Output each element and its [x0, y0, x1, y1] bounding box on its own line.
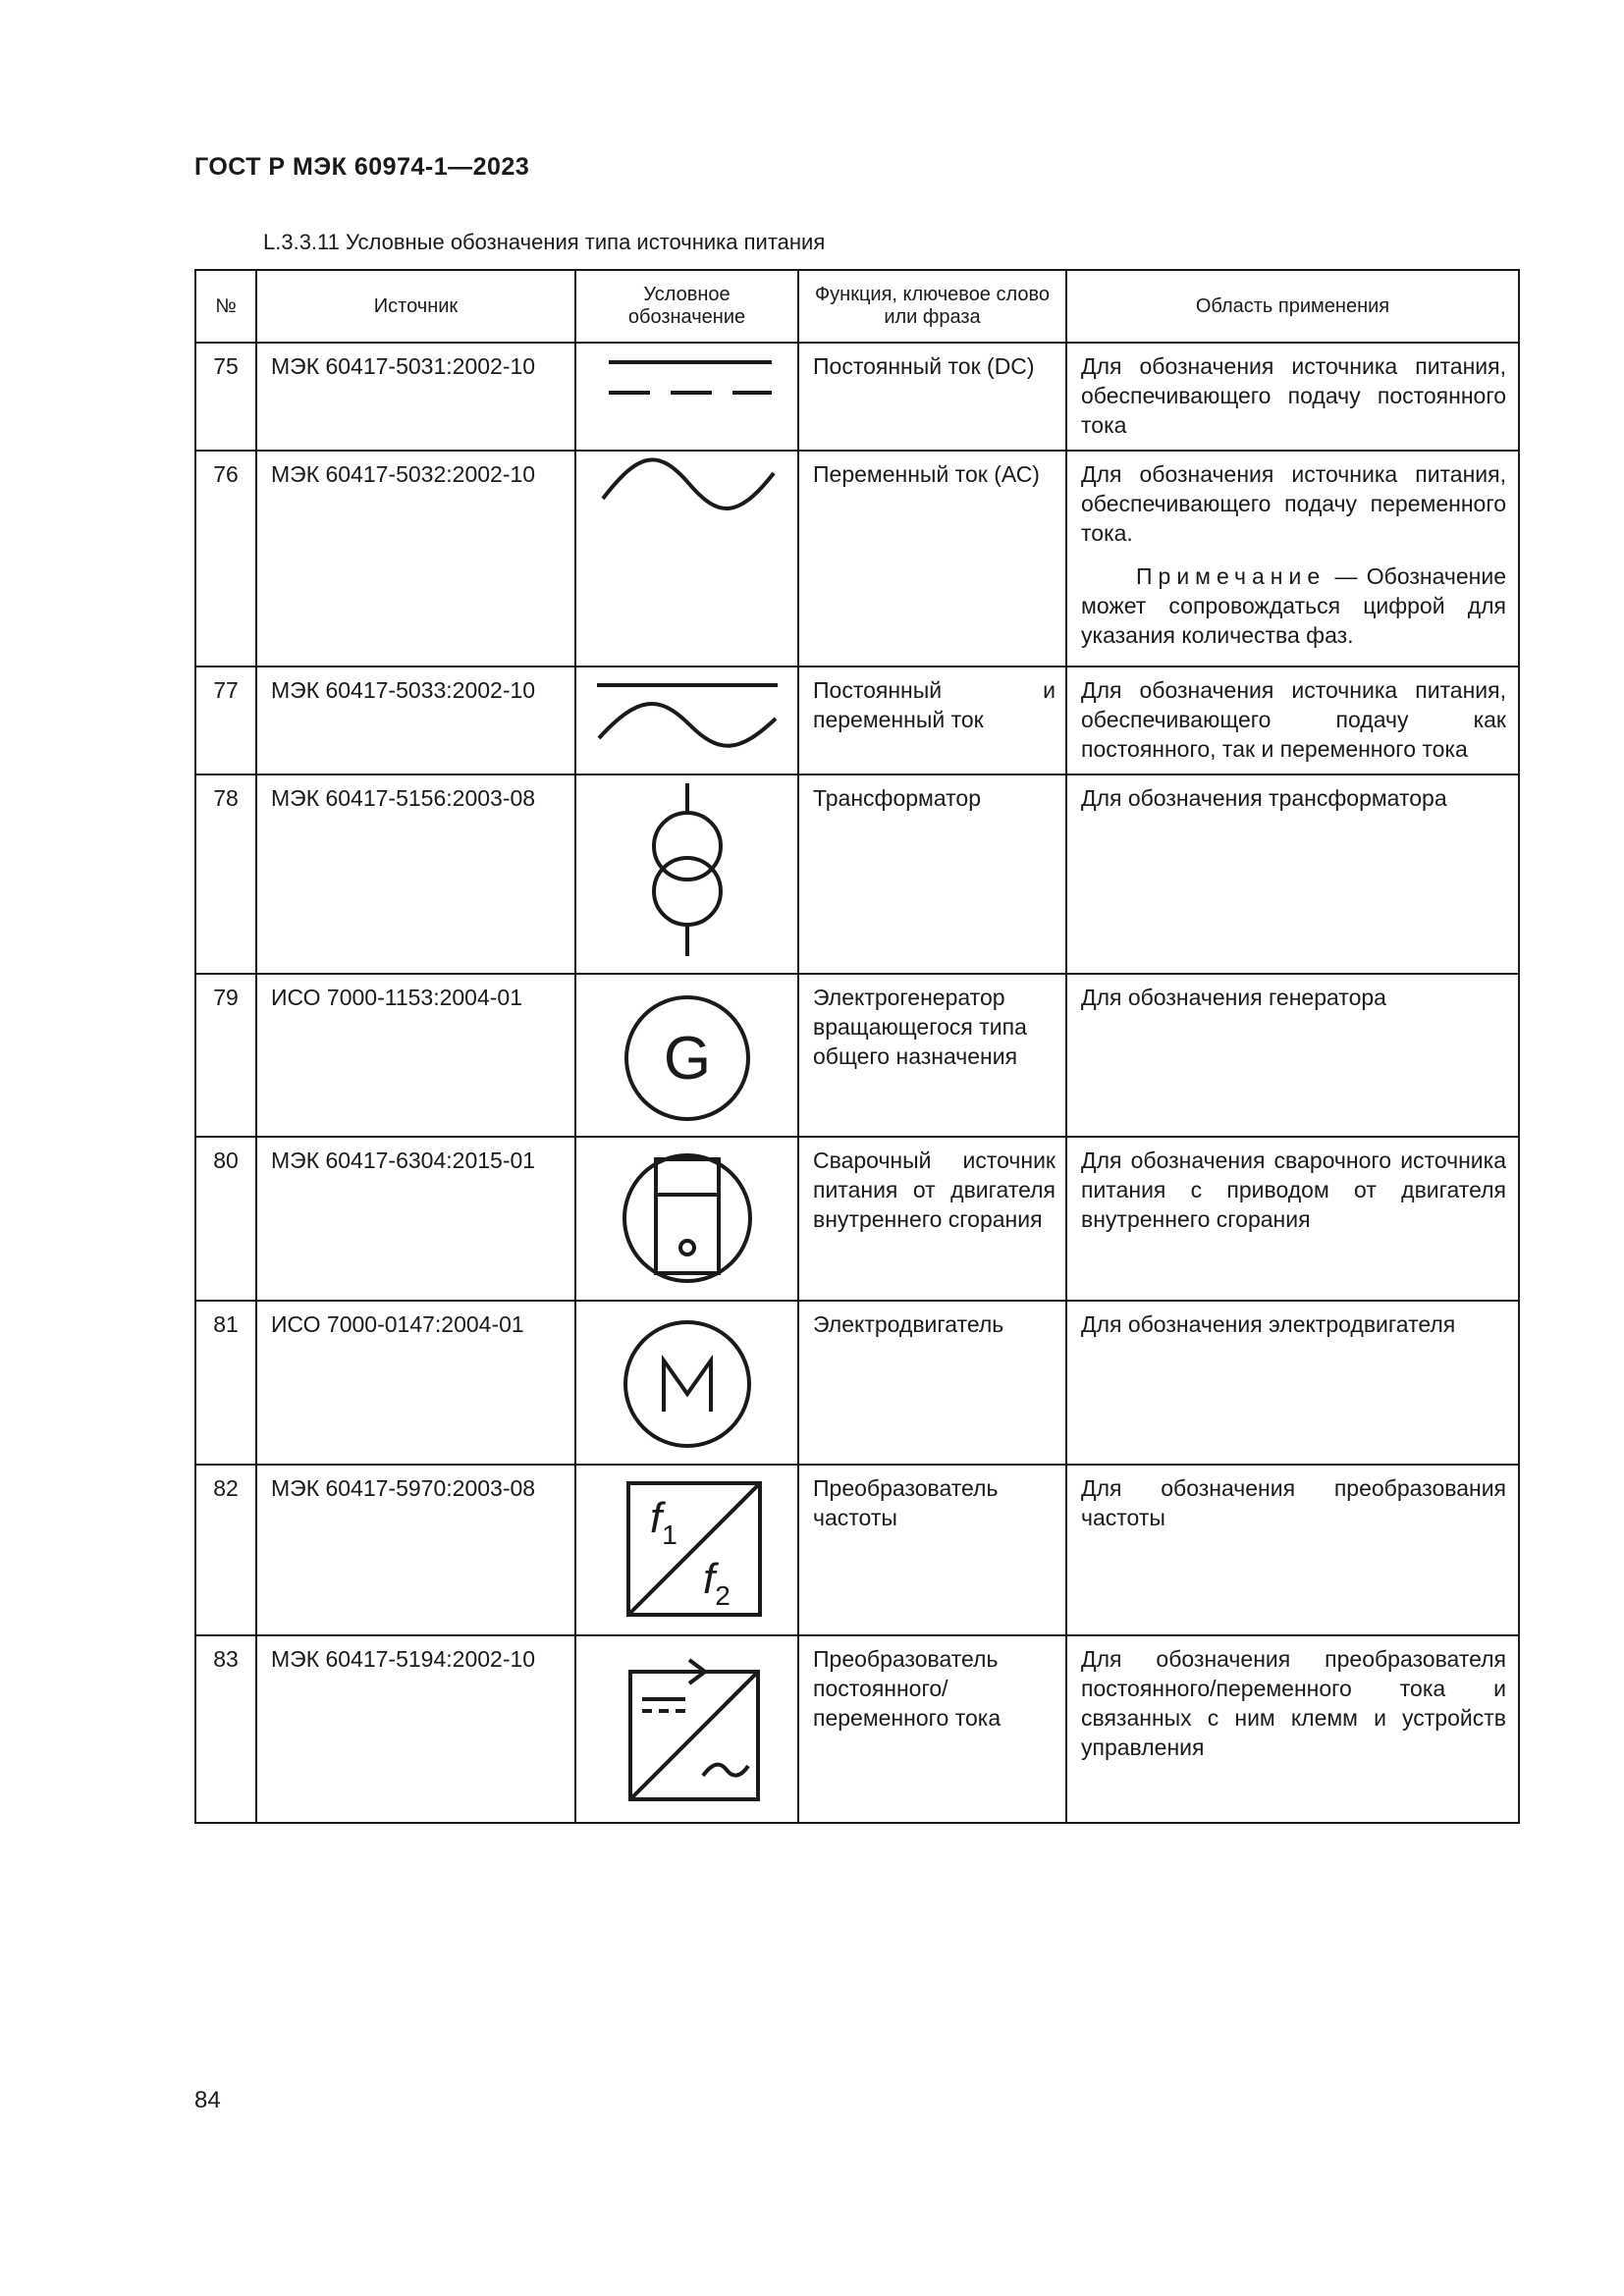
ac-current-icon	[579, 452, 795, 648]
dc-ac-converter-icon	[579, 1636, 795, 1813]
row-function: Трансформатор	[798, 774, 1066, 974]
row-source: МЭК 60417-5032:2002-10	[256, 451, 575, 667]
column-header-application: Область применения	[1066, 270, 1519, 343]
column-header-symbol: Условное обозначение	[575, 270, 798, 343]
table-row	[195, 774, 1519, 974]
row-application: Для обозначения сварочного источника питания с приводом от двигателя внутреннего сгорания	[1066, 1137, 1519, 1301]
row-source: МЭК 60417-5194:2002-10	[256, 1635, 575, 1823]
row-application: Для обозначения преобразования частоты	[1066, 1465, 1519, 1635]
electric-motor-icon	[579, 1302, 795, 1459]
row-number: 82	[195, 1465, 256, 1635]
column-header-source: Источник	[256, 270, 575, 343]
generator-icon	[579, 975, 795, 1132]
table-row	[195, 1635, 1519, 1823]
row-function: Преобразователь частоты	[798, 1465, 1066, 1635]
row-number: 76	[195, 451, 256, 667]
document-header: ГОСТ Р МЭК 60974-1—2023	[194, 153, 530, 181]
table-row	[195, 974, 1519, 1137]
row-source: МЭК 60417-5970:2003-08	[256, 1465, 575, 1635]
row-function: Сварочный источник питания от двигателя внутреннего сгорания	[798, 1137, 1066, 1301]
note-label: Примечание	[1136, 563, 1326, 589]
table-caption: L.3.3.11 Условные обозначения типа источника питания	[263, 230, 826, 254]
row-source: МЭК 60417-5033:2002-10	[256, 667, 575, 774]
row-number: 81	[195, 1301, 256, 1465]
row-number: 83	[195, 1635, 256, 1823]
table-row	[195, 1137, 1519, 1301]
table-header-row	[195, 270, 1519, 343]
row-number: 79	[195, 974, 256, 1137]
column-header-number: №	[195, 270, 256, 343]
row-source: МЭК 60417-6304:2015-01	[256, 1137, 575, 1301]
row-note	[1081, 561, 1506, 650]
page-number: 84	[194, 2087, 221, 2113]
table-row	[195, 343, 1519, 451]
row-function: Постоянный ток (DC)	[798, 343, 1066, 451]
row-source: ИСО 7000-0147:2004-01	[256, 1301, 575, 1465]
row-function: Переменный ток (АС)	[798, 451, 1066, 667]
row-number: 77	[195, 667, 256, 774]
table-row	[195, 667, 1519, 774]
row-application: Для обозначения электродвигателя	[1066, 1301, 1519, 1465]
frequency-label-2: $f_2$	[702, 1555, 731, 1611]
row-source: ИСО 7000-1153:2004-01	[256, 974, 575, 1137]
dc-current-icon	[579, 344, 795, 442]
table-row	[195, 1301, 1519, 1465]
generator-letter: G	[663, 1025, 711, 1093]
column-header-function: Функция, ключевое слово или фраза	[798, 270, 1066, 343]
engine-welding-source-icon	[579, 1138, 795, 1295]
row-application: Для обозначения источника питания, обеспечивающего подачу как постоянного, так и переменного тока	[1066, 667, 1519, 774]
row-number: 80	[195, 1137, 256, 1301]
row-function: Преобразователь постоянного/переменного тока	[798, 1635, 1066, 1823]
table-row	[195, 1465, 1519, 1635]
note-text: — Обозначение может сопровождаться цифрой для указания количества фаз.	[1081, 563, 1506, 648]
row-number: 75	[195, 343, 256, 451]
frequency-converter-icon	[579, 1466, 795, 1632]
row-application: Для обозначения трансформатора	[1066, 774, 1519, 974]
row-number: 78	[195, 774, 256, 974]
power-source-symbols-table	[194, 269, 1520, 1824]
row-application: Для обозначения преобразователя постоянного/переменного тока и связанных с ним клемм и устройств управления	[1066, 1635, 1519, 1823]
row-source: МЭК 60417-5031:2002-10	[256, 343, 575, 451]
frequency-label-1: $f_1$	[649, 1494, 677, 1550]
row-application: Для обозначения источника питания, обеспечивающего подачу постоянного тока	[1066, 343, 1519, 451]
row-function: Электрогенератор вращающегося типа общего назначения	[798, 974, 1066, 1137]
row-application: Для обозначения генератора	[1066, 974, 1519, 1137]
row-application: Для обозначения источника питания, обеспечивающего подачу переменного тока.	[1081, 461, 1506, 546]
dc-ac-current-icon	[579, 667, 795, 766]
row-source: МЭК 60417-5156:2003-08	[256, 774, 575, 974]
row-function: Электродвигатель	[798, 1301, 1066, 1465]
transformer-icon	[579, 775, 795, 972]
table-row	[195, 451, 1519, 667]
row-function: Постоянный и переменный ток	[798, 667, 1066, 774]
